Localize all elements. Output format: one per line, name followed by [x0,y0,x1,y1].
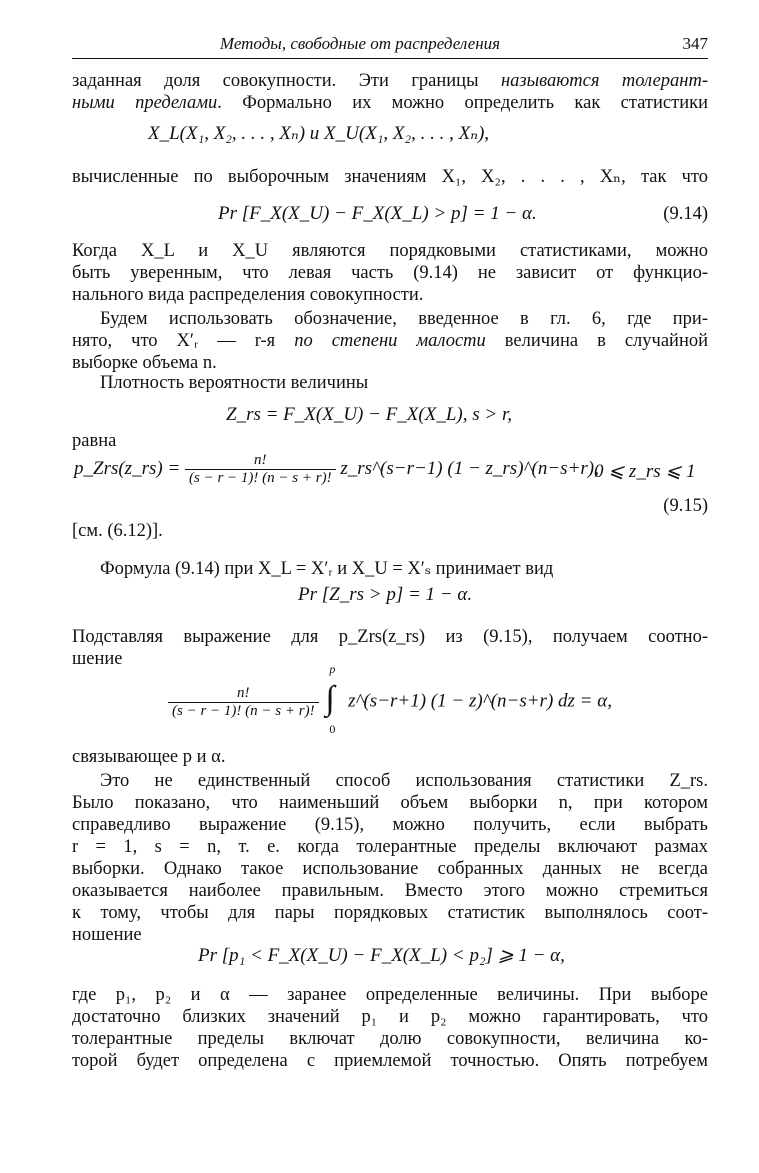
text-line: торой будет определена с приемлемой точностью. Опять потребуем [72,1051,708,1071]
text-line: к тому, чтобы для пары порядковых статистик выполнялось соот- [72,903,708,923]
page-header [72,32,708,59]
fraction-denominator: (s − r − 1)! (n − s + r)! [185,469,336,487]
text-line: справедливо выражение (9.15), можно получить, если выбрать [72,815,708,835]
line-reference [72,520,708,542]
text-line: Будем использовать обозначение, введенное в гл. 6, где при- [100,309,708,329]
formula-9-15 [74,452,599,487]
integral-lower-limit: 0 [329,722,336,736]
paragraph-substitution [72,626,708,670]
text-line: выборки. Однако такое использование собранных данных не всегда [72,859,708,879]
emphasis-term: ными пределами [72,93,218,113]
integral-body: z^(s−r+1) (1 − z)^(n−s+r) dz = α, [348,690,612,712]
text-line: r = 1, s = n, т. е. когда толерантные пределы включают размах [72,837,708,857]
page-number: 347 [682,34,708,53]
formula-pr-z: Pr [Z_rs > p] = 1 − α. [298,584,473,605]
formula-lhs: p_Zrs(z_rs) = [74,457,181,479]
text-line: [см. (6.12)]. [72,521,163,541]
text-line: толерантные пределы включат долю совокупности, величина ко- [72,1029,708,1049]
formula-integral [168,662,612,736]
text-line: Это не единственный способ использования статистики Z_rs. [100,771,708,791]
text-line: связывающее p и α. [72,747,226,767]
formula-zrs: Z_rs = F_X(X_U) − F_X(X_L), s > r, [226,404,512,425]
text-run: нято, что X′ᵣ — r-я [72,331,295,351]
text-line: оказывается наиболее правильным. Вместо этого можно стремиться [72,881,708,901]
fraction-numerator: n! [237,684,250,701]
fraction [168,685,319,720]
text-line: Когда X_L и X_U являются порядковыми статистиками, можно [72,241,708,261]
fraction-denominator: (s − r − 1)! (n − s + r)! [168,702,319,720]
text-line: шение [72,649,123,669]
text-line: выборке объема n. [72,353,217,373]
formula-rhs: z_rs^(s−r−1) (1 − z_rs)^(n−s+r), [340,457,599,479]
formula-9-15-condition: 0 ⩽ z_rs ⩽ 1 [594,461,696,482]
integral-sign: p ∫ 0 [325,662,336,736]
formula-pr-p: Pr [p₁ < F_X(X_U) − F_X(X_L) < p₂] ⩾ 1 − α, [198,945,565,966]
line-computed-values [72,166,708,188]
text-run: заданная доля совокупности. Эти границы [72,71,501,91]
paragraph-relating [72,746,708,768]
formula-9-14: Pr [F_X(X_U) − F_X(X_L) > p] = 1 − α. [218,203,537,224]
paragraph-tolerance-intro [72,70,708,114]
paragraph-predefined [72,984,708,1072]
text-line: вычисленные по выборочным значениям X₁, X₂, . . . , Xₙ, так что [72,167,708,187]
paragraph-formula-form [72,558,708,580]
text-run: величина в случайной [485,331,708,351]
text-line: Плотность вероятности величины [100,373,369,393]
integral-upper-limit: p [329,662,336,676]
text-line: Было показано, что наименьший объем выборки n, при котором [72,793,708,813]
text-line: Подставляя выражение для p_Zrs(z_rs) из (9.15), получаем соотно- [72,627,708,647]
text-line: быть уверенным, что левая часть (9.14) не зависит от функцио- [72,263,708,283]
text-line: Формула (9.14) при X_L = X′ᵣ и X_U = X′ₛ принимает вид [100,559,554,579]
paragraph-density [72,372,708,394]
emphasis-term: называются толерант- [500,71,708,91]
running-head: Методы, свободные от распределения [219,34,501,53]
text-line: ношение [72,925,142,945]
paragraph-alternative-use [72,770,708,946]
text-run: . Формально их можно определить как статистики [217,93,708,113]
text-line: достаточно близких значений p₁ и p₂ можно гарантировать, что [72,1007,708,1027]
text-line: где p₁, p₂ и α — заранее определенные величины. При выборе [72,985,708,1005]
equation-number-9-15: (9.15) [663,496,708,516]
paragraph-notation [72,308,708,374]
equation-number-9-14: (9.14) [663,204,708,224]
text-line: нального вида распределения совокупности. [72,285,424,305]
paragraph-order-statistics [72,240,708,306]
text-line: равна [72,431,117,451]
emphasis-term: по степени малости [294,331,486,351]
line-ravna [72,430,708,452]
fraction-numerator: n! [254,452,267,468]
fraction [185,452,336,487]
formula-statistics: X_L(X₁, X₂, . . . , Xₙ) и X_U(X₁, X₂, . . . , Xₙ), [148,123,490,144]
